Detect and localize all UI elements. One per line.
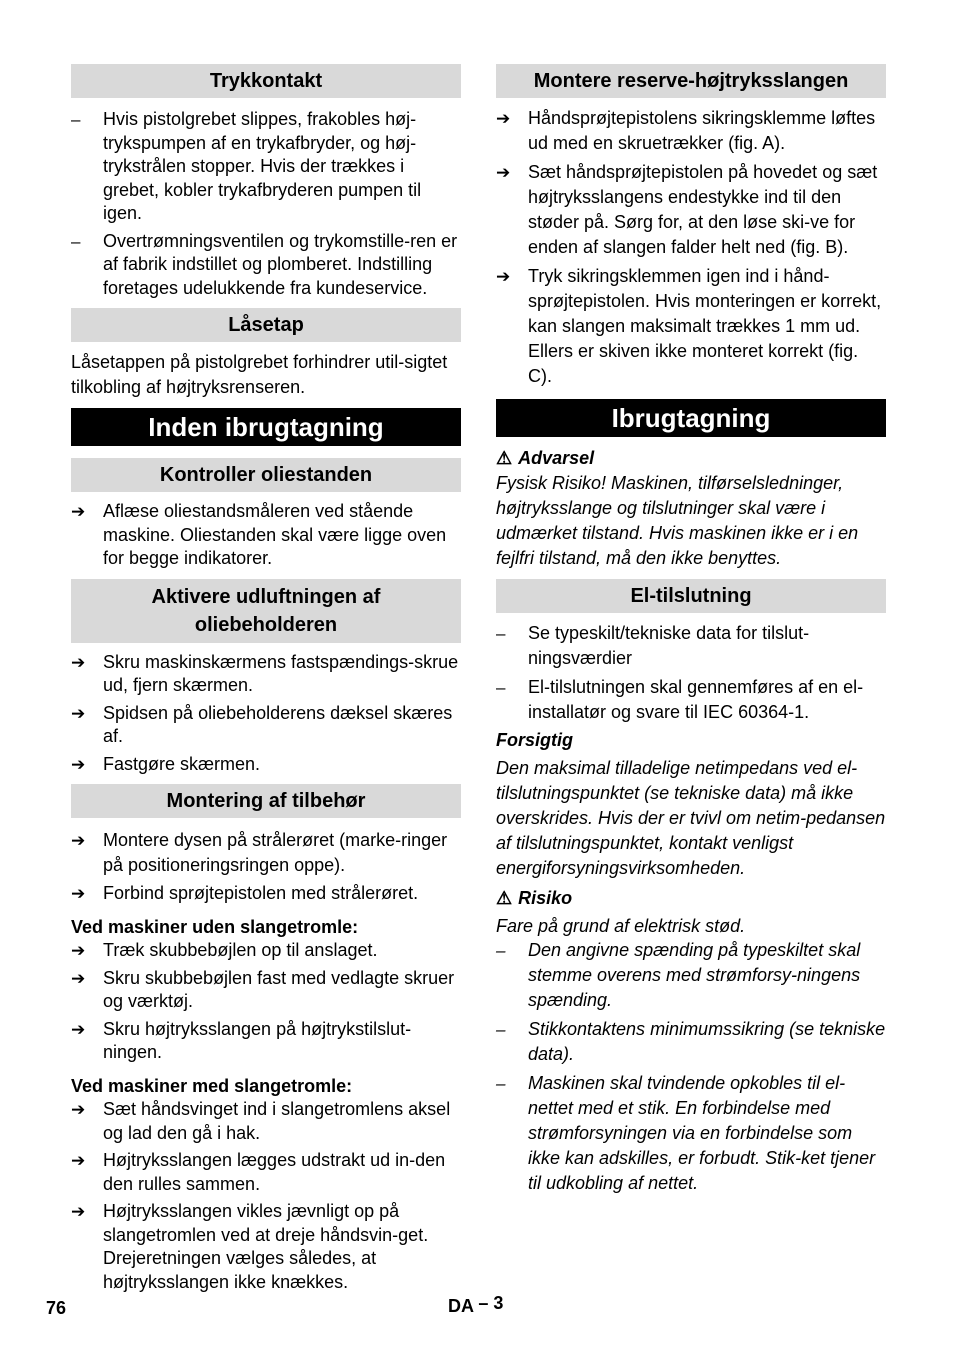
arrow-icon: ➔ <box>71 754 86 774</box>
list-item: – Overtrømningsventilen og trykomstille-ren er af fabrik indstillet og plomberet. Indstilling foretages udelukkende fra kundeservice. <box>71 230 458 298</box>
heading-aktivere-udluftningen: Aktivere udluftningen af oliebeholderen <box>71 579 461 643</box>
risiko-label: ⚠ Risiko <box>496 887 886 911</box>
list-item: ➔ Håndsprøjtepistolens sikringsklemme løftes ud med en skruetrækker (fig. A). <box>496 108 876 153</box>
list-item: ➔ Højtryksslangen vikles jævnligt op på slangetromlen ved at dreje håndsvin-get. Drejeretningen vælges således, at højtryksslangen ikke knækkes. <box>71 1201 429 1292</box>
heading-laasetap: Låsetap <box>71 308 461 342</box>
arrow-icon: ➔ <box>71 941 86 960</box>
heading-trykkontakt: Trykkontakt <box>71 64 461 98</box>
right-column <box>496 64 886 1200</box>
dash-icon: – <box>496 941 506 960</box>
list-item: – Den angivne spænding på typeskiltet skal stemme overens med strømforsy-ningens spænding. <box>496 940 861 1010</box>
heading-ibrugtagning: Ibrugtagning <box>496 399 886 437</box>
uden-slangetromle-list <box>71 939 461 1065</box>
list-item: – Maskinen skal tvindende opkobles til el-nettet med et stik. En forbindelse med strømforsyningen via en forbindelse som ikke kan adskilles, er forbudt. Stik-ket tjener til udkobling af nettet. <box>496 1073 876 1193</box>
list-item: ➔ Træk skubbebøjlen op til anslaget. <box>71 939 461 963</box>
arrow-icon: ➔ <box>496 267 511 286</box>
warning-triangle-icon: ⚠ <box>496 888 513 908</box>
dash-icon: – <box>71 231 81 251</box>
risiko-list <box>496 938 886 1196</box>
arrow-icon: ➔ <box>71 1202 86 1221</box>
med-slangetromle-list <box>71 1098 461 1294</box>
list-item: – Hvis pistolgrebet slippes, frakobles høj-trykspumpen af en trykafbryder, og høj-trykstrålen stopper. Hvis der trækkes i grebet, kobler trykafbryderen pumpen til igen. <box>71 109 422 223</box>
arrow-icon: ➔ <box>71 831 86 850</box>
heading-montering-af-tilbehor: Montering af tilbehør <box>71 784 461 818</box>
forsigtig-label: Forsigtig <box>496 729 573 750</box>
dash-icon: – <box>496 677 506 697</box>
list-item: ➔ Skru højtryksslangen på højtrykstilslut-ningen. <box>71 1018 412 1062</box>
list-item: ➔ Fastgøre skærmen. <box>71 753 461 777</box>
dash-icon: – <box>71 110 81 129</box>
list-item: ➔ Spidsen på oliebeholderens dæksel skæres af. <box>71 702 453 746</box>
laasetap-text: Låsetappen på pistolgrebet forhindrer util-sigtet tilkobling af højtryksrenseren. <box>71 352 448 397</box>
subheading-med-slangetromle: Ved maskiner med slangetromle: <box>71 1075 353 1096</box>
left-column <box>71 64 461 1298</box>
arrow-icon: ➔ <box>71 652 86 672</box>
list-item: – El-tilslutningen skal gennemføres af en el-installatør og svare til IEC 60364-1. <box>496 676 864 722</box>
subheading-uden-slangetromle: Ved maskiner uden slangetromle: <box>71 916 359 937</box>
olie-list <box>71 500 461 571</box>
list-item: – Stikkontaktens minimumssikring (se tekniske data). <box>496 1019 886 1064</box>
list-item: ➔ Sæt håndsvinget ind i slangetromlens aksel og lad den gå i hak. <box>71 1099 451 1143</box>
list-item: ➔ Forbind sprøjtepistolen med strålerøret. <box>71 882 461 906</box>
list-item: – Se typeskilt/tekniske data for tilslut-ningsværdier <box>496 622 810 668</box>
list-item: ➔ Tryk sikringsklemmen igen ind i hånd-sprøjtepistolen. Hvis monteringen er korrekt, kan slangen maksimalt trækkes 1 mm ud. Ellers er skiven ikke monteret korrekt (fig. C). <box>496 266 882 386</box>
warning-triangle-icon: ⚠ <box>496 448 513 468</box>
arrow-icon: ➔ <box>496 163 511 182</box>
arrow-icon: ➔ <box>71 502 86 521</box>
heading-el-tilslutning: El-tilslutning <box>496 579 886 613</box>
list-item: ➔ Aflæse oliestandsmåleren ved stående maskine. Oliestanden skal være ligge oven for begge indikatorer. <box>71 501 447 568</box>
arrow-icon: ➔ <box>71 1100 86 1119</box>
arrow-icon: ➔ <box>71 1019 86 1039</box>
heading-kontroller-oliestanden: Kontroller oliestanden <box>71 458 461 492</box>
udluft-list <box>71 651 461 777</box>
el-list <box>496 621 886 725</box>
list-item: ➔ Skru skubbebøjlen fast med vedlagte skruer og værktøj. <box>71 967 455 1011</box>
trykkontakt-list <box>71 108 461 300</box>
dash-icon: – <box>496 1074 506 1093</box>
section-marker: DA – 3 <box>448 1293 504 1316</box>
reserve-list <box>496 106 886 389</box>
arrow-icon: ➔ <box>71 884 86 903</box>
list-item: ➔ Sæt håndsprøjtepistolen på hovedet og sæt højtryksslangens endestykke ind til den støder på. Sørg for, at den løse ski-ve for enden af slangen falder helt ned (fig. B). <box>496 162 878 257</box>
list-item: ➔ Højtryksslangen lægges udstrakt ud in-den den rulles sammen. <box>71 1150 446 1194</box>
forsigtig-text: Den maksimal tilladelige netimpedans ved el-tilslutningspunktet (se tekniske data) må ikke overskrides. Hvis der er tvivl om netim-pedansen af tilslutningspunktet, kontakt venligst energiforsyningsvirksomheden. <box>496 758 886 878</box>
advarsel-label: ⚠ Advarsel <box>496 447 886 471</box>
dash-icon: – <box>496 1020 506 1039</box>
advarsel-text: Fysisk Risiko! Maskinen, tilførselsledninger, højtryksslange og tilslutninger skal være i udmærket tilstand. Hvis maskinen ikke er i en fejlfri tilstand, må den ikke benyttes. <box>496 472 859 568</box>
arrow-icon: ➔ <box>496 109 511 128</box>
arrow-icon: ➔ <box>71 703 86 723</box>
list-item: ➔ Skru maskinskærmens fastspændings-skrue ud, fjern skærmen. <box>71 651 459 695</box>
arrow-icon: ➔ <box>71 968 86 988</box>
dash-icon: – <box>496 623 506 643</box>
heading-inden-ibrugtagning: Inden ibrugtagning <box>71 408 461 446</box>
page-number: 76 <box>46 1298 67 1318</box>
tilbehor-list <box>71 828 461 906</box>
risiko-text: Fare på grund af elektrisk stød. <box>496 915 746 936</box>
heading-montere-reserve: Montere reserve-højtryksslangen <box>496 64 886 98</box>
list-item: ➔ Montere dysen på strålerøret (marke-ringer på positioneringsringen oppe). <box>71 830 448 875</box>
arrow-icon: ➔ <box>71 1151 86 1170</box>
